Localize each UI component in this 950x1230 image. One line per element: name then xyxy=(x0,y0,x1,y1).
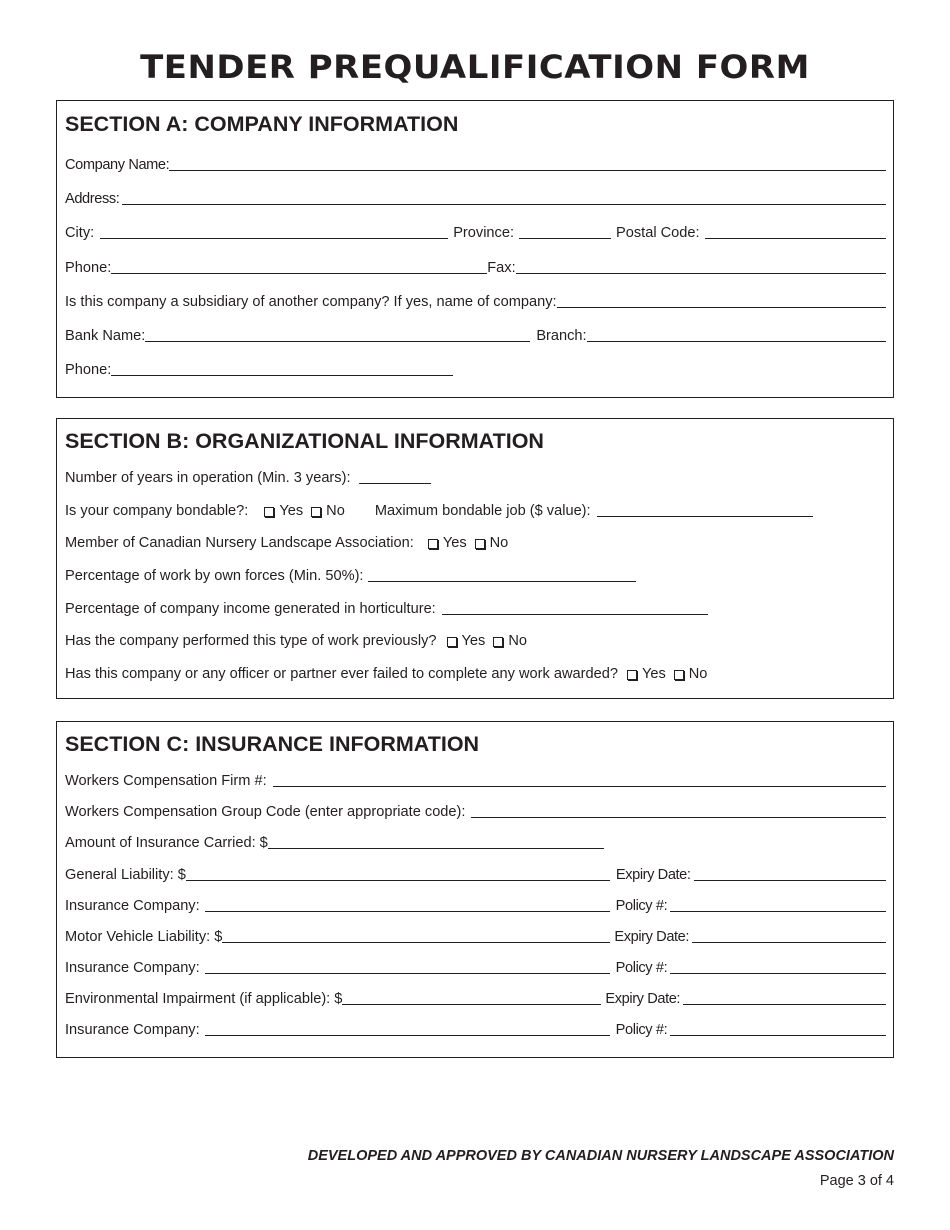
gl-expiry-field[interactable] xyxy=(694,867,886,881)
gl-insurance-company-field[interactable] xyxy=(205,898,610,912)
form-title: TENDER PREQUALIFICATION FORM xyxy=(140,48,810,86)
motor-vehicle-row xyxy=(65,926,886,946)
province-label: Province: xyxy=(453,225,515,241)
subsidiary-label: Is this company a subsidiary of another company? If yes, name of company: xyxy=(65,294,557,310)
mv-policy-label: Policy #: xyxy=(615,960,668,976)
mv-insurance-company-field[interactable] xyxy=(205,960,610,974)
section-c-title: SECTION C: INSURANCE INFORMATION xyxy=(65,732,480,756)
checkbox-icon xyxy=(264,507,274,517)
amount-carried-field[interactable] xyxy=(268,835,604,849)
motor-vehicle-label: Motor Vehicle Liability: $ xyxy=(65,929,223,945)
general-liability-field[interactable] xyxy=(186,867,610,881)
env-insurance-company-label: Insurance Company: xyxy=(65,1022,200,1038)
wc-group-field[interactable] xyxy=(471,804,886,818)
section-b-organizational-information xyxy=(56,418,894,699)
phone-fax-row xyxy=(65,257,886,277)
checkbox-icon xyxy=(493,637,503,647)
performed-previously-row xyxy=(65,630,886,650)
max-bondable-label: Maximum bondable job ($ value): xyxy=(374,503,591,519)
env-expiry-field[interactable] xyxy=(683,991,886,1005)
mv-expiry-field[interactable] xyxy=(692,929,886,943)
section-a-company-information xyxy=(56,100,894,398)
checkbox-label: Yes xyxy=(461,633,486,649)
failed-complete-label: Has this company or any officer or partner ever failed to complete any work awarded? xyxy=(65,666,618,682)
wc-group-label: Workers Compensation Group Code (enter appropriate code): xyxy=(65,804,466,820)
gl-policy-field[interactable] xyxy=(670,898,886,912)
bank-row xyxy=(65,325,886,345)
years-field[interactable] xyxy=(359,470,431,484)
max-bondable-field[interactable] xyxy=(597,503,813,517)
mv-insurance-company-label: Insurance Company: xyxy=(65,960,200,976)
city-row xyxy=(65,222,886,242)
checkbox-label: No xyxy=(489,535,509,551)
company-name-field[interactable] xyxy=(169,157,886,171)
general-liability-row xyxy=(65,864,886,884)
checkbox-label: No xyxy=(326,503,345,519)
years-row xyxy=(65,467,886,487)
subsidiary-field[interactable] xyxy=(557,294,886,308)
city-field[interactable] xyxy=(100,225,448,239)
address-row xyxy=(65,188,886,208)
horticulture-field[interactable] xyxy=(442,601,708,615)
mv-insurance-company-row xyxy=(65,957,886,977)
failed-yes-checkbox[interactable] xyxy=(627,665,666,683)
bank-name-field[interactable] xyxy=(145,328,530,342)
wc-group-row xyxy=(65,801,886,821)
cnla-member-row xyxy=(65,532,886,552)
mv-expiry-label: Expiry Date: xyxy=(614,929,690,945)
gl-expiry-label: Expiry Date: xyxy=(615,867,691,883)
company-name-row xyxy=(65,154,886,174)
horticulture-label: Percentage of company income generated in horticulture: xyxy=(65,601,436,617)
subsidiary-row xyxy=(65,291,886,311)
wc-firm-label: Workers Compensation Firm #: xyxy=(65,773,267,789)
checkbox-icon xyxy=(447,637,457,647)
checkbox-label: Yes xyxy=(279,503,304,519)
branch-label: Branch: xyxy=(536,328,587,344)
gl-insurance-company-label: Insurance Company: xyxy=(65,898,200,914)
bank-phone-row xyxy=(65,359,886,379)
bondable-label: Is your company bondable?: xyxy=(65,503,249,519)
motor-vehicle-field[interactable] xyxy=(222,929,610,943)
own-forces-field[interactable] xyxy=(368,568,636,582)
bank-phone-field[interactable] xyxy=(111,362,453,376)
cnla-yes-checkbox[interactable] xyxy=(428,534,467,552)
checkbox-icon xyxy=(428,539,438,549)
env-expiry-label: Expiry Date: xyxy=(605,991,681,1007)
wc-firm-row xyxy=(65,770,886,790)
fax-field[interactable] xyxy=(516,260,886,274)
own-forces-label: Percentage of work by own forces (Min. 50%): xyxy=(65,568,364,584)
page-number: Page 3 of 4 xyxy=(819,1173,894,1189)
amount-carried-row xyxy=(65,832,886,852)
performed-no-checkbox[interactable] xyxy=(493,632,527,650)
amount-carried-label: Amount of Insurance Carried: $ xyxy=(65,835,268,851)
bondable-row xyxy=(65,500,886,520)
phone-label: Phone: xyxy=(65,260,112,276)
failed-complete-row xyxy=(65,663,886,683)
section-a-title: SECTION A: COMPANY INFORMATION xyxy=(65,112,459,136)
gl-insurance-company-row xyxy=(65,895,886,915)
env-policy-field[interactable] xyxy=(670,1022,886,1036)
own-forces-row xyxy=(65,565,886,585)
checkbox-icon xyxy=(627,670,637,680)
mv-policy-field[interactable] xyxy=(670,960,886,974)
cnla-no-checkbox[interactable] xyxy=(475,534,509,552)
address-label: Address: xyxy=(65,191,120,207)
bank-phone-label: Phone: xyxy=(65,362,112,378)
env-insurance-company-row xyxy=(65,1019,886,1039)
checkbox-label: Yes xyxy=(442,535,467,551)
checkbox-icon xyxy=(475,539,485,549)
years-label: Number of years in operation (Min. 3 years): xyxy=(65,470,351,486)
general-liability-label: General Liability: $ xyxy=(65,867,186,883)
postal-code-field[interactable] xyxy=(705,225,886,239)
gl-policy-label: Policy #: xyxy=(615,898,668,914)
cnla-member-label: Member of Canadian Nursery Landscape Association: xyxy=(65,535,414,551)
environmental-label: Environmental Impairment (if applicable): $ xyxy=(65,991,343,1007)
bondable-no-checkbox[interactable] xyxy=(311,502,345,520)
footer-credit: DEVELOPED AND APPROVED BY CANADIAN NURSERY LANDSCAPE ASSOCIATION xyxy=(307,1148,894,1164)
section-c-insurance-information xyxy=(56,721,894,1058)
environmental-field[interactable] xyxy=(342,991,601,1005)
province-field[interactable] xyxy=(519,225,611,239)
checkbox-icon xyxy=(311,507,321,517)
checkbox-label: No xyxy=(688,666,708,682)
checkbox-icon xyxy=(674,670,684,680)
performed-previously-label: Has the company performed this type of work previously? xyxy=(65,633,437,649)
city-label: City: xyxy=(65,225,95,241)
wc-firm-field[interactable] xyxy=(273,773,886,787)
performed-yes-checkbox[interactable] xyxy=(447,632,486,650)
bank-name-label: Bank Name: xyxy=(65,328,146,344)
address-field[interactable] xyxy=(122,191,886,205)
phone-field[interactable] xyxy=(111,260,487,274)
postal-code-label: Postal Code: xyxy=(616,225,700,241)
horticulture-row xyxy=(65,598,886,618)
env-policy-label: Policy #: xyxy=(615,1022,668,1038)
branch-field[interactable] xyxy=(587,328,886,342)
company-name-label: Company Name: xyxy=(65,157,170,173)
checkbox-label: Yes xyxy=(641,666,666,682)
env-insurance-company-field[interactable] xyxy=(205,1022,610,1036)
failed-no-checkbox[interactable] xyxy=(674,665,708,683)
fax-label: Fax: xyxy=(487,260,516,276)
checkbox-label: No xyxy=(508,633,527,649)
bondable-yes-checkbox[interactable] xyxy=(264,502,303,520)
environmental-row xyxy=(65,988,886,1008)
section-b-title: SECTION B: ORGANIZATIONAL INFORMATION xyxy=(65,429,544,453)
